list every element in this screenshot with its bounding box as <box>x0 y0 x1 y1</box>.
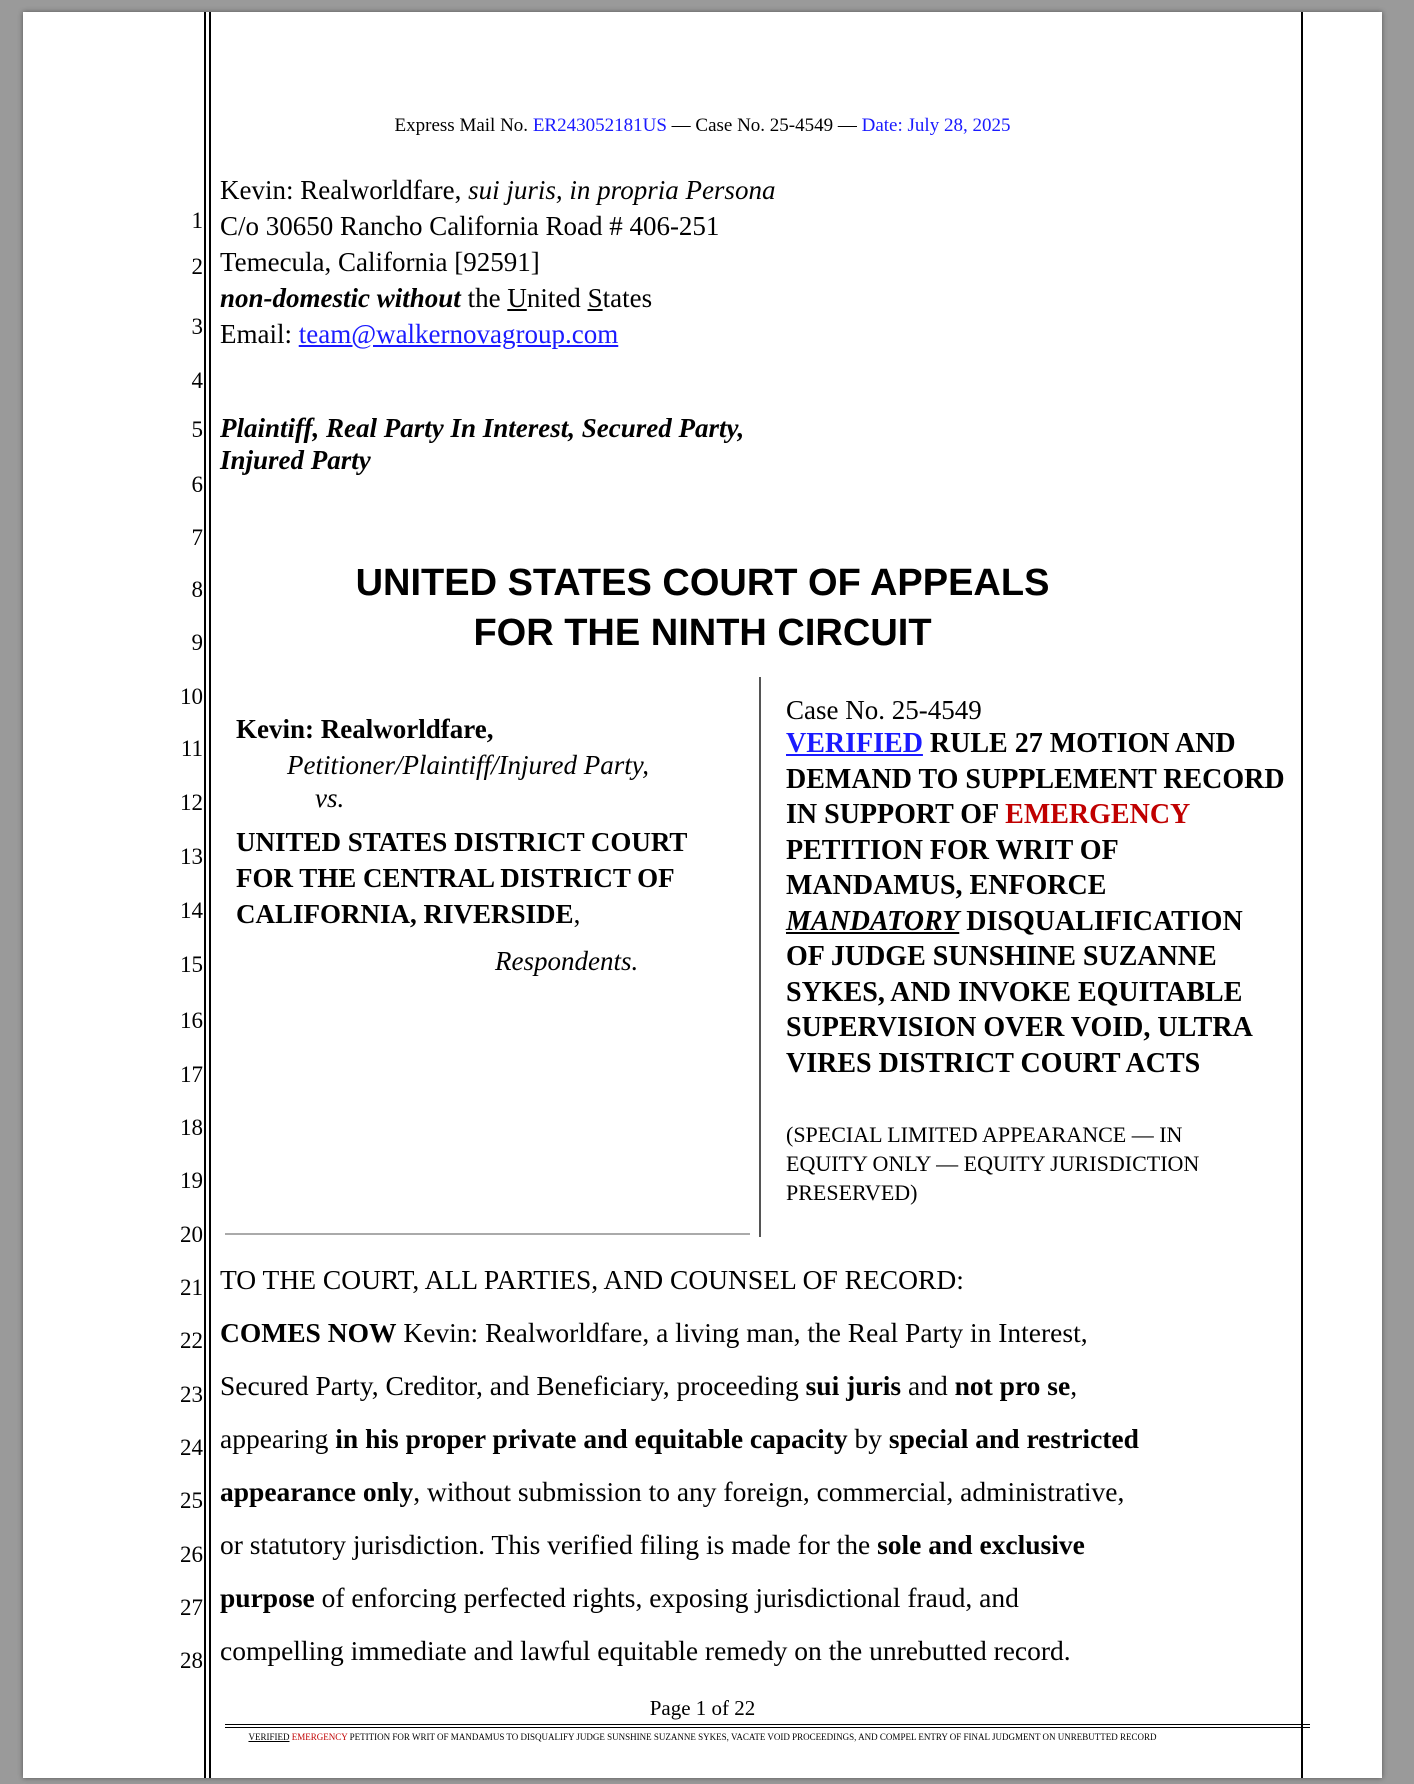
body-line-21: TO THE COURT, ALL PARTIES, AND COUNSEL OF RECORD: <box>220 1264 964 1295</box>
line-number: 19 <box>180 1168 203 1193</box>
motion-title <box>786 726 1286 1081</box>
body-line-28: compelling immediate and lawful equitable remedy on the unrebutted record. <box>220 1635 1071 1666</box>
line-number: 25 <box>180 1488 203 1513</box>
respondent-comma: , <box>573 899 581 929</box>
body-text: , without submission to any foreign, commercial, administrative, <box>413 1476 1125 1507</box>
left-margin-rule-outer <box>204 12 206 1778</box>
caption-nondomestic <box>220 280 652 316</box>
line-number: 6 <box>191 472 203 497</box>
body-line-27 <box>220 1582 1019 1614</box>
respondent-line1: UNITED STATES DISTRICT COURT <box>236 827 688 857</box>
nondomestic-text: tates <box>602 283 653 313</box>
body-line-24 <box>220 1423 1139 1455</box>
body-bold: in his proper private and equitable capacity <box>335 1423 848 1454</box>
nondomestic-text: the <box>460 283 508 313</box>
motion-case-number: Case No. 25-4549 <box>786 695 982 725</box>
line-number: 4 <box>191 368 203 393</box>
page-footer <box>23 1732 1382 1742</box>
body-text: Secured Party, Creditor, and Beneficiary, proceeding <box>220 1370 806 1401</box>
nondomestic-underline-u: U <box>507 283 527 313</box>
respondent-line2: FOR THE CENTRAL DISTRICT OF <box>236 863 675 893</box>
line-number: 28 <box>180 1648 203 1673</box>
line-number: 22 <box>180 1328 203 1353</box>
line-number: 9 <box>191 630 203 655</box>
body-text: and <box>901 1370 955 1401</box>
line-number: 7 <box>191 525 203 550</box>
versus-label: vs. <box>315 783 345 813</box>
caption-name: Kevin: Realworldfare, <box>220 175 469 205</box>
line-number: 16 <box>180 1008 203 1033</box>
express-mail-number: ER243052181US <box>532 115 667 136</box>
line-number: 12 <box>180 790 203 815</box>
petitioner-name: Kevin: Realworldfare, <box>236 714 494 744</box>
footer-emergency: EMERGENCY <box>291 1732 348 1742</box>
line-number: 23 <box>180 1382 203 1407</box>
mandatory-label: MANDATORY <box>786 905 960 937</box>
body-line-22 <box>220 1317 1088 1349</box>
footer-verified: VERIFIED <box>248 1732 290 1742</box>
body-text: Kevin: Realworldfare, a living man, the Real Party in Interest, <box>396 1317 1088 1348</box>
body-bold: special and restricted <box>888 1423 1139 1454</box>
line-number: 17 <box>180 1062 203 1087</box>
caption-address2: Temecula, California [92591] <box>220 247 540 277</box>
line-number: 5 <box>191 417 203 442</box>
verified-link[interactable]: VERIFIED <box>786 728 923 759</box>
line-number: 14 <box>180 898 203 923</box>
line-number: 13 <box>180 844 203 869</box>
caption-role-line1: Plaintiff, Real Party In Interest, Secured Party, <box>220 413 745 443</box>
body-bold: sole and exclusive <box>877 1529 1085 1560</box>
emergency-label: EMERGENCY <box>1005 799 1190 830</box>
express-mail-label: Express Mail No. <box>394 115 529 136</box>
body-line-25 <box>220 1476 1124 1508</box>
line-number: 18 <box>180 1115 203 1140</box>
header-case-number: Case No. 25-4549 <box>695 115 834 136</box>
special-appearance-note: (SPECIAL LIMITED APPEARANCE — IN EQUITY ONLY — EQUITY JURISDICTION PRESERVED) <box>786 1122 1200 1205</box>
body-line-23 <box>220 1370 1077 1402</box>
email-link[interactable]: team@walkernovagroup.com <box>298 319 619 349</box>
body-bold: not pro se <box>954 1370 1071 1401</box>
body-bold: appearance only <box>220 1476 414 1507</box>
email-label: Email: <box>220 319 299 349</box>
line-number: 2 <box>191 254 203 279</box>
court-name-line2: FOR THE NINTH CIRCUIT <box>473 612 932 654</box>
line-number: 27 <box>180 1595 203 1620</box>
header-separator: — <box>671 115 696 136</box>
footer-text: PETITION FOR WRIT OF MANDAMUS TO DISQUALIFY JUDGE SUNSHINE SUZANNE SYKES, VACATE VOID PROCEEDINGS, AND COMPEL ENTRY OF FINAL JUDGMENT ON UNREBUTTED RECORD <box>347 1732 1157 1742</box>
comes-now: COMES NOW <box>220 1317 397 1348</box>
footer-rule-bottom <box>225 1727 1310 1728</box>
caption-email-line <box>220 316 618 352</box>
left-margin-rule-inner <box>209 12 211 1778</box>
motion-title-text: RULE 27 MOTION AND DEMAND TO SUPPLEMENT RECORD IN SUPPORT OF <box>786 728 1285 830</box>
caption-name-line <box>220 172 775 208</box>
document-page <box>23 12 1382 1778</box>
body-text: of enforcing perfected rights, exposing jurisdictional fraud, and <box>314 1582 1019 1613</box>
footer-rule-top <box>225 1724 1310 1725</box>
line-number: 10 <box>180 684 203 709</box>
header-separator: — <box>833 115 862 136</box>
body-text: , <box>1070 1370 1078 1401</box>
line-number: 11 <box>180 736 203 761</box>
caption-address1: C/o 30650 Rancho California Road # 406-251 <box>220 211 720 241</box>
line-number: 8 <box>191 577 203 602</box>
motion-title-text: DISQUALIFICATION OF JUDGE SUNSHINE SUZANNE SYKES, AND INVOKE EQUITABLE SUPERVISION OVER VOID, ULTRA VIRES DISTRICT COURT ACTS <box>786 905 1252 1079</box>
body-text: appearing <box>220 1423 336 1454</box>
nondomestic-underline-s: S <box>587 283 603 313</box>
body-bold: purpose <box>220 1582 315 1613</box>
line-number: 1 <box>191 208 203 233</box>
respondents-label: Respondents. <box>495 946 639 976</box>
caption-role-line2: Injured Party <box>220 445 371 475</box>
nondomestic-text: nited <box>526 283 588 313</box>
body-line-26 <box>220 1529 1085 1561</box>
body-text: by <box>847 1423 889 1454</box>
body-bold: sui juris <box>805 1370 902 1401</box>
line-number: 21 <box>180 1275 203 1300</box>
nondomestic-bold: non-domestic without <box>220 283 461 313</box>
page-header <box>23 115 1382 137</box>
respondent-line3 <box>236 899 580 930</box>
body-text: or statutory jurisdiction. This verified filing is made for the <box>220 1529 878 1560</box>
line-number: 24 <box>180 1435 203 1460</box>
respondent-line3-text: CALIFORNIA, RIVERSIDE <box>236 899 574 929</box>
line-number: 20 <box>180 1222 203 1247</box>
line-number: 15 <box>180 952 203 977</box>
page-number: Page 1 of 22 <box>649 1696 756 1720</box>
motion-title-text: PETITION FOR WRIT OF MANDAMUS, ENFORCE <box>786 834 1118 901</box>
caption-status: sui juris, in propria Persona <box>468 175 776 205</box>
petitioner-role: Petitioner/Plaintiff/Injured Party, <box>287 750 649 780</box>
line-number: 3 <box>191 314 203 339</box>
caption-bottom-rule <box>225 1233 750 1235</box>
court-name-line1: UNITED STATES COURT OF APPEALS <box>355 562 1050 604</box>
right-margin-rule <box>1301 12 1303 1778</box>
header-date: Date: July 28, 2025 <box>861 115 1011 136</box>
line-number: 26 <box>180 1542 203 1567</box>
caption-column-divider <box>759 677 761 1237</box>
